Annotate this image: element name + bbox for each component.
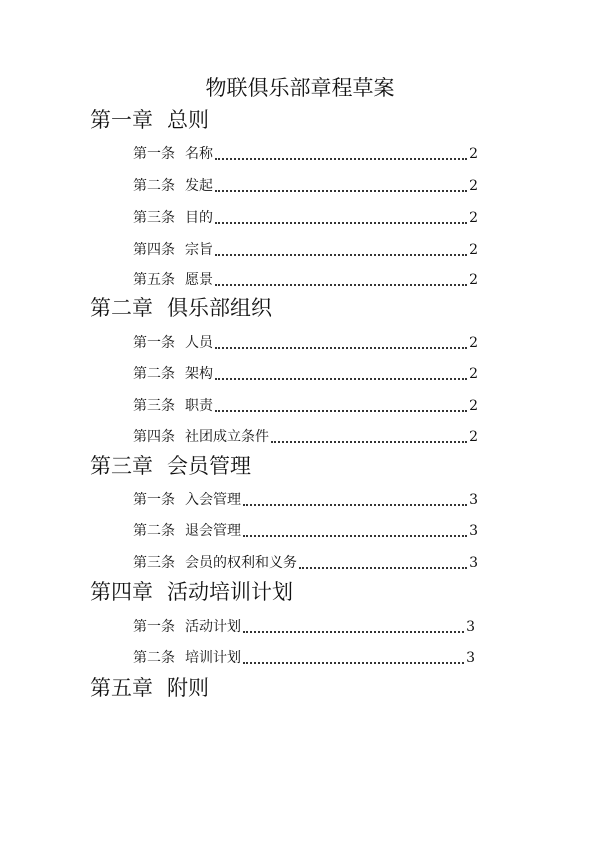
dot-leader <box>215 144 467 160</box>
toc-entry <box>133 333 478 352</box>
toc-entry <box>133 240 478 259</box>
article-title: 发起 <box>185 178 213 194</box>
article-number: 第一条 <box>133 335 175 351</box>
article-number: 第五条 <box>133 272 175 288</box>
chapter-title: 俱乐部组织 <box>167 296 272 320</box>
article-number: 第一条 <box>133 492 175 508</box>
dot-leader <box>243 521 467 537</box>
dot-leader <box>271 427 467 443</box>
article-title: 入会管理 <box>185 492 241 508</box>
chapter-number: 第一章 <box>90 108 153 132</box>
article-number: 第二条 <box>133 366 175 382</box>
toc-entry <box>133 176 478 195</box>
chapter-number: 第四章 <box>90 580 153 604</box>
article-number: 第四条 <box>133 429 175 445</box>
article-number: 第二条 <box>133 650 175 666</box>
chapter-title: 总则 <box>167 108 209 132</box>
toc-entry <box>133 521 478 540</box>
document-title: 物联俱乐部章程草案 <box>205 76 395 100</box>
dot-leader <box>215 240 467 256</box>
toc-entry <box>133 208 478 227</box>
chapter-heading-4 <box>90 578 293 606</box>
chapter-number: 第三章 <box>90 454 153 478</box>
page-number: 2 <box>469 398 478 414</box>
page-number: 2 <box>469 272 478 288</box>
page-number: 3 <box>466 650 475 666</box>
toc-entry <box>133 364 478 383</box>
article-number: 第三条 <box>133 555 175 571</box>
page-number: 3 <box>469 492 478 508</box>
dot-leader <box>243 617 464 633</box>
toc-entry <box>133 648 475 667</box>
article-title: 架构 <box>185 366 213 382</box>
page-number: 3 <box>469 523 478 539</box>
article-title: 名称 <box>185 146 213 162</box>
toc-entry <box>133 270 478 289</box>
toc-entry <box>133 490 478 509</box>
dot-leader <box>243 490 467 506</box>
dot-leader <box>215 270 467 286</box>
page-number: 2 <box>469 178 478 194</box>
page-number: 2 <box>469 429 478 445</box>
page-number: 2 <box>469 146 478 162</box>
toc-entry <box>133 553 478 572</box>
chapter-heading-1 <box>90 106 209 134</box>
dot-leader <box>243 648 464 664</box>
article-number: 第三条 <box>133 210 175 226</box>
page-number: 2 <box>469 335 478 351</box>
chapter-title: 会员管理 <box>167 454 251 478</box>
article-number: 第一条 <box>133 146 175 162</box>
chapter-number: 第五章 <box>90 676 153 700</box>
article-title: 活动计划 <box>185 619 241 635</box>
article-title: 目的 <box>185 210 213 226</box>
article-title: 退会管理 <box>185 523 241 539</box>
article-title: 愿景 <box>185 272 213 288</box>
toc-entry <box>133 427 478 446</box>
article-title: 社团成立条件 <box>185 429 269 445</box>
article-number: 第三条 <box>133 398 175 414</box>
article-number: 第二条 <box>133 178 175 194</box>
page-number: 2 <box>469 366 478 382</box>
chapter-heading-3 <box>90 452 251 480</box>
chapter-number: 第二章 <box>90 296 153 320</box>
article-title: 职责 <box>185 398 213 414</box>
dot-leader <box>215 364 467 380</box>
article-title: 人员 <box>185 335 213 351</box>
article-number: 第二条 <box>133 523 175 539</box>
article-number: 第四条 <box>133 242 175 258</box>
dot-leader <box>215 333 467 349</box>
chapter-title: 活动培训计划 <box>167 580 293 604</box>
chapter-title: 附则 <box>167 676 209 700</box>
article-title: 宗旨 <box>185 242 213 258</box>
page-number: 3 <box>469 555 478 571</box>
article-title: 会员的权利和义务 <box>185 555 297 571</box>
page-number: 2 <box>469 242 478 258</box>
article-number: 第一条 <box>133 619 175 635</box>
toc-entry <box>133 396 478 415</box>
toc-entry <box>133 617 475 636</box>
dot-leader <box>215 176 467 192</box>
dot-leader <box>299 553 467 569</box>
article-title: 培训计划 <box>185 650 241 666</box>
dot-leader <box>215 396 467 412</box>
page-number: 2 <box>469 210 478 226</box>
chapter-heading-5 <box>90 674 209 702</box>
toc-entry <box>133 144 478 163</box>
dot-leader <box>215 208 467 224</box>
chapter-heading-2 <box>90 294 272 322</box>
page-number: 3 <box>466 619 475 635</box>
